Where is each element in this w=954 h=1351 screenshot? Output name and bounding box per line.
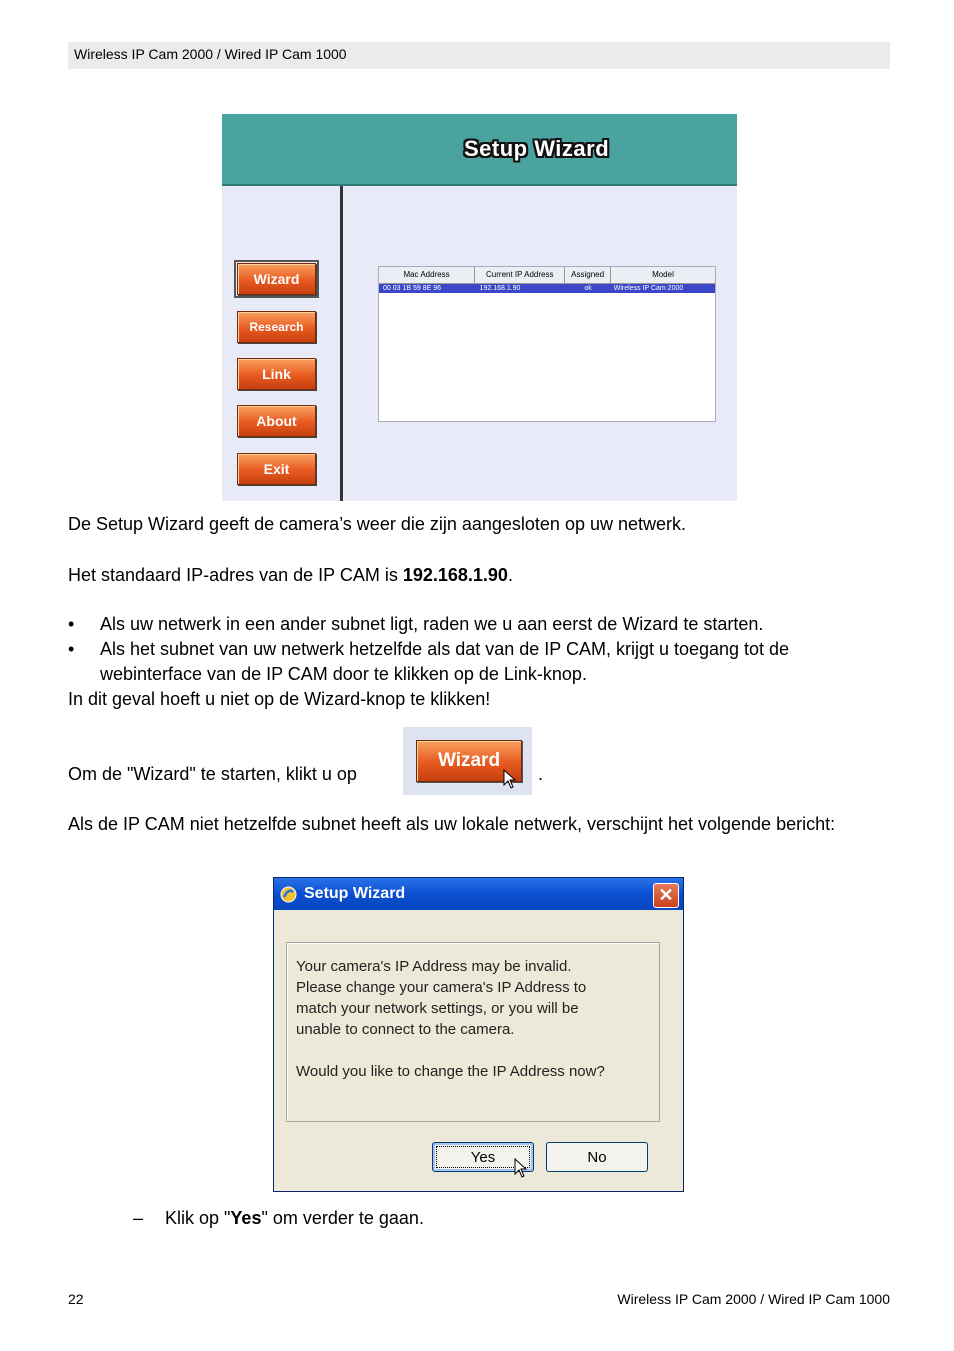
paragraph-note: In dit geval hoeft u niet op de Wizard-knop te klikken!	[68, 689, 491, 709]
col-assigned[interactable]: Assigned	[565, 267, 611, 283]
research-button[interactable]: Research	[237, 311, 316, 343]
setup-wizard-screenshot	[222, 114, 737, 501]
message-line: match your network settings, or you will be	[296, 1000, 579, 1017]
yes-button[interactable]: Yes	[432, 1142, 534, 1172]
camera-list[interactable]	[378, 266, 716, 422]
step-pre: Klik op "	[165, 1208, 231, 1228]
inline-wizard-button-image	[403, 727, 532, 795]
setup-wizard-dialog	[273, 877, 684, 1192]
footer-title: Wireless IP Cam 2000 / Wired IP Cam 1000	[617, 1291, 890, 1307]
about-button[interactable]: About	[237, 405, 316, 437]
bullet-marker: •	[68, 614, 75, 634]
paragraph-start-wizard-end: .	[538, 764, 544, 784]
wizard-button[interactable]: Wizard	[237, 263, 316, 295]
default-ip-value: 192.168.1.90	[402, 565, 508, 585]
no-button[interactable]: No	[546, 1142, 648, 1172]
col-current-ip[interactable]: Current IP Address	[475, 267, 565, 283]
paragraph-start-wizard: Om de "Wizard" te starten, klikt u op	[68, 764, 357, 784]
wizard-divider	[340, 186, 343, 501]
cell-model: Wireless IP Cam 2000	[613, 285, 684, 292]
dialog-titlebar[interactable]	[274, 878, 683, 910]
camera-list-header	[379, 267, 715, 284]
exit-button[interactable]: Exit	[237, 453, 316, 485]
table-row[interactable]	[379, 284, 715, 293]
app-icon	[280, 886, 297, 903]
dialog-title: Setup Wizard	[304, 885, 406, 902]
paragraph-default-ip	[68, 563, 513, 588]
dialog-message	[296, 956, 656, 1082]
running-header	[68, 42, 890, 69]
bullet-text-2: Als het subnet van uw netwerk hetzelfde als dat van de IP CAM, krijgt u toegang tot de webinterface van de IP CAM door te klikken op de Link-knop.	[100, 639, 790, 684]
message-line: unable to connect to the camera.	[296, 1021, 515, 1038]
wizard-banner-title: Setup Wizard	[464, 136, 610, 161]
bullet-item-2	[68, 637, 890, 687]
header-title: Wireless IP Cam 2000 / Wired IP Cam 1000	[74, 46, 347, 62]
mouse-cursor-icon	[514, 1158, 528, 1178]
default-ip-post: .	[507, 565, 513, 585]
mouse-cursor-icon	[503, 769, 517, 789]
default-ip-pre: Het standaard IP-adres van de IP CAM is	[68, 565, 403, 585]
bullet-marker: •	[68, 639, 75, 659]
message-line: Please change your camera's IP Address to	[296, 979, 587, 996]
inline-wizard-button[interactable]: Wizard	[416, 740, 522, 782]
cell-mac: 00 03 1B 59 8E 96	[383, 285, 441, 292]
wizard-banner	[222, 114, 737, 186]
paragraph-intro: De Setup Wizard geeft de camera’s weer die zijn aangesloten op uw netwerk.	[68, 514, 687, 534]
paragraph-subnet-message: Als de IP CAM niet hetzelfde subnet heeft als uw lokale netwerk, verschijnt het volgende bericht:	[68, 814, 836, 834]
message-line: Your camera's IP Address may be invalid.	[296, 958, 572, 975]
step-post: " om verder te gaan.	[261, 1208, 424, 1228]
dialog-question: Would you like to change the IP Address now?	[296, 1063, 605, 1080]
step-yes: Yes	[230, 1208, 262, 1228]
step-dash: –	[133, 1208, 144, 1228]
link-button[interactable]: Link	[237, 358, 316, 390]
cell-ip: 192.168.1.90	[479, 285, 521, 292]
close-icon[interactable]: ✕	[653, 883, 679, 908]
col-mac-address[interactable]: Mac Address	[379, 267, 475, 283]
page-number: 22	[68, 1291, 84, 1307]
bullet-item-1	[68, 612, 890, 637]
bullet-text-1: Als uw netwerk in een ander subnet ligt, raden we u aan eerst de Wizard te starten.	[100, 614, 764, 634]
step-instruction	[165, 1206, 424, 1231]
col-model[interactable]: Model	[652, 270, 674, 279]
cell-assigned: ok	[584, 285, 592, 292]
